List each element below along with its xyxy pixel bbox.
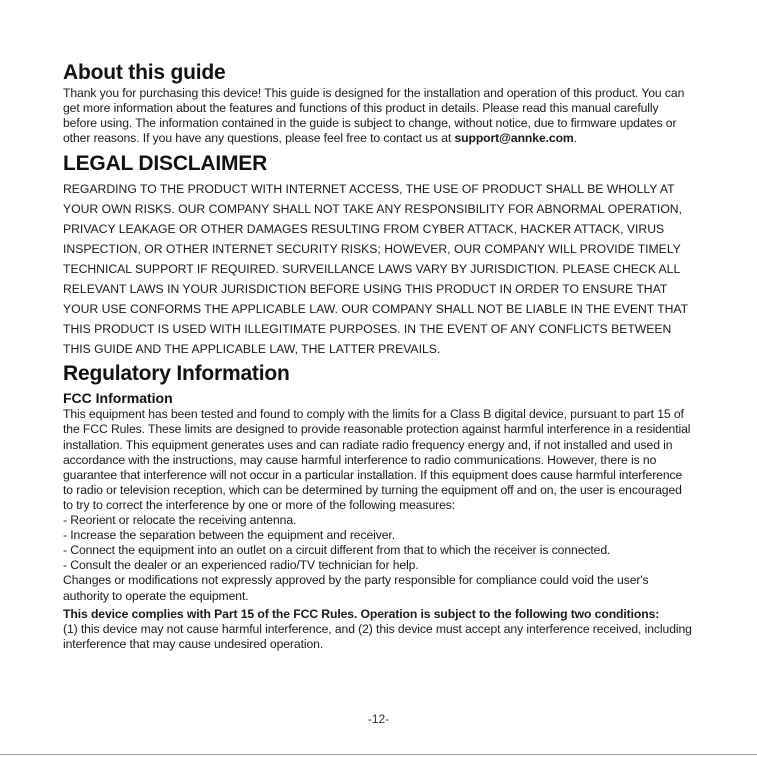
list-item: - Increase the separation between the equipment and receiver. <box>63 528 395 543</box>
fcc-body: This equipment has been tested and found to comply with the limits for a Class B digital device, pursuant to part 15 of the FCC Rules. These limits are designed to provide reasonable protection against harmful interference in a residential installation. This equipment generates uses and can radiate radio frequency energy and, if not installed and used in accordance with the instructions, may cause harmful interference to radio communications. However, there is no guarantee that interference will not occur in a particular installation. If this equipment does cause harmful interference to radio or television reception, which can be determined by turning the equipment off and on, the user is encouraged to try to correct the interference by one or more of the following measures: <box>63 407 691 512</box>
document-page <box>63 60 693 652</box>
page-bottom-divider <box>0 754 757 755</box>
list-item: - Connect the equipment into an outlet on a circuit different from that to which the receiver is connected. <box>63 543 611 558</box>
support-email: support@annke.com <box>454 131 574 146</box>
changes-text: Changes or modifications not expressly approved by the party responsible for compliance could void the user's authority to operate the equipment. <box>63 573 649 603</box>
measures-list <box>63 513 693 573</box>
about-body <box>63 86 693 146</box>
regulatory-heading: Regulatory Information <box>63 362 290 386</box>
about-text: Thank you for purchasing this device! This guide is designed for the installation and operation of this product. You can get more information about the features and functions of this product in details. Please read this manual carefully before using. The information contained in the guide is subject to change, without notice, due to firmware updates or other reasons. If you have any questions, please feel free to contact us at <box>63 86 685 146</box>
conditions-text: (1) this device may not cause harmful interference, and (2) this device must accept any interference received, including interference that may cause undesired operation. <box>63 621 692 651</box>
about-end: . <box>573 131 577 146</box>
legal-heading: LEGAL DISCLAIMER <box>63 152 268 176</box>
list-item: - Reorient or relocate the receiving antenna. <box>63 513 297 528</box>
list-item: - Consult the dealer or an experienced radio/TV technician for help. <box>63 558 419 573</box>
legal-body: REGARDING TO THE PRODUCT WITH INTERNET ACCESS, THE USE OF PRODUCT SHALL BE WHOLLY AT YOUR OWN RISKS. OUR COMPANY SHALL NOT TAKE ANY RESPONSIBILITY FOR ABNORMAL OPERATION, PRIVACY LEAKAGE OR OTHER DAMAGES RESULTING FROM CYBER ATTACK, HACKER ATTACK, VIRUS INSPECTION, OR OTHER INTERNET SECURITY RISKS; HOWEVER, OUR COMPANY WILL PROVIDE TIMELY TECHNICAL SUPPORT IF REQUIRED. SURVEILLANCE LAWS VARY BY JURISDICTION. PLEASE CHECK ALL RELEVANT LAWS IN YOUR JURISDICTION BEFORE USING THIS PRODUCT IN ORDER TO ENSURE THAT YOUR USE CONFORMS THE APPLICABLE LAW. OUR COMPANY SHALL NOT BE LIABLE IN THE EVENT THAT THIS PRODUCT IS USED WITH ILLEGITIMATE PURPOSES. IN THE EVENT OF ANY CONFLICTS BETWEEN THIS GUIDE AND THE APPLICABLE LAW, THE LATTER PREVAILS. <box>63 182 688 357</box>
compliance-statement: This device complies with Part 15 of the FCC Rules. Operation is subject to the following two conditions: <box>63 606 660 621</box>
about-heading: About this guide <box>63 61 226 84</box>
page-number: -12- <box>367 712 390 726</box>
fcc-heading: FCC Information <box>63 390 173 407</box>
